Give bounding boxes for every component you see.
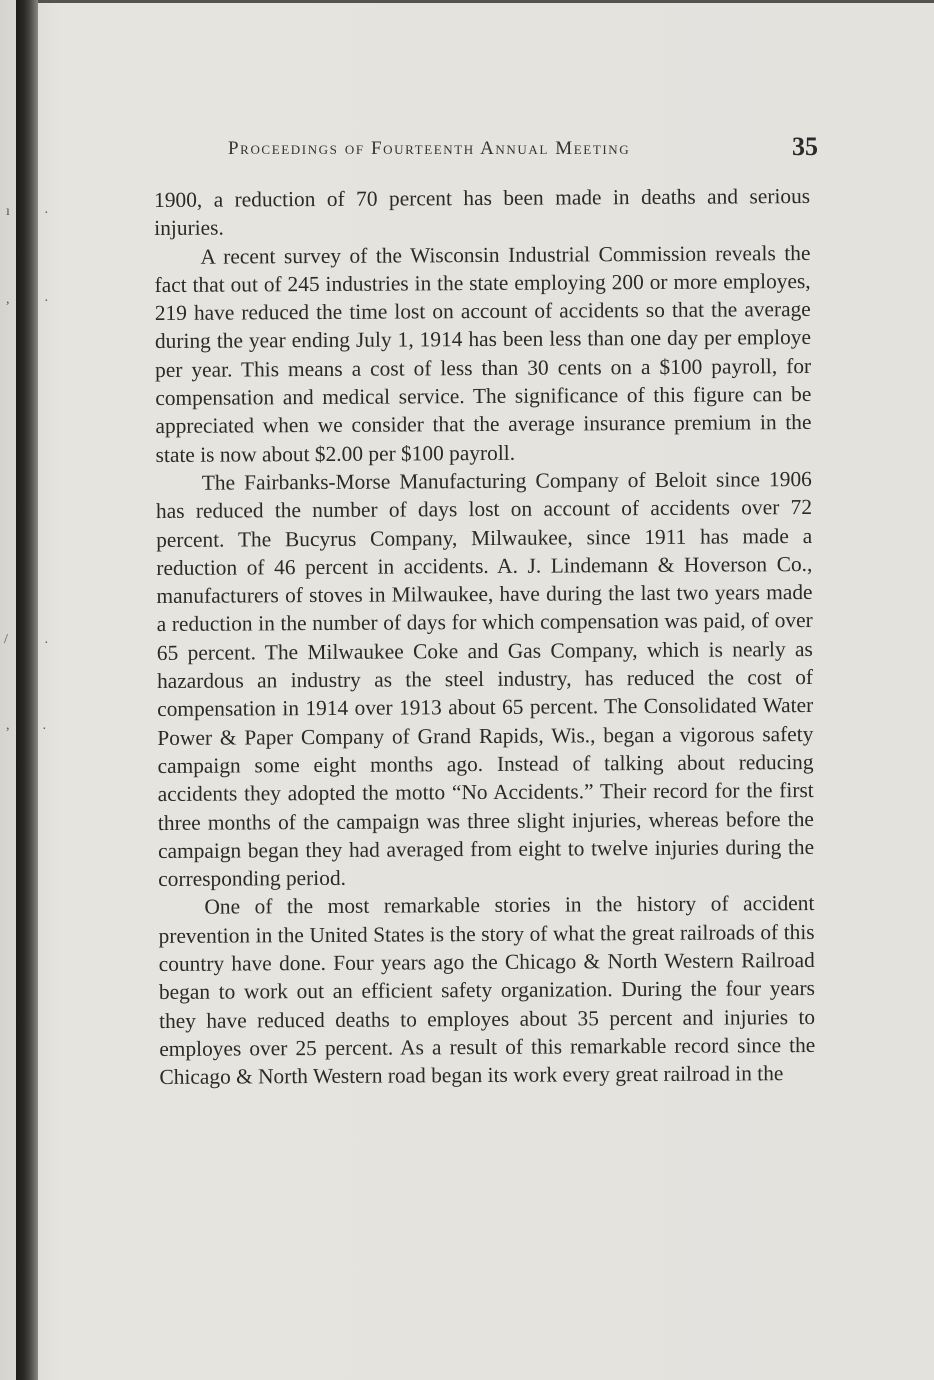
body-text	[154, 182, 816, 1091]
margin-mark: ı	[6, 204, 10, 219]
page-top-edge	[38, 0, 934, 3]
page-header	[228, 132, 818, 172]
paragraph: One of the most remarkable stories in the history of accident prevention in the United States is the story of what the great railroads of this country have done. Four years ago the Chicago & North Western Railroad began to work out an efficient safety organization. During the four years they have reduced deaths to employes about 35 percent and injuries to employes over 25 percent. As a result of this remarkable record since the Chicago & North Western road began its work every great railroad in the	[158, 891, 816, 1090]
page-number: 35	[792, 132, 818, 161]
margin-mark: ·	[44, 636, 49, 651]
margin-mark: ,	[6, 718, 10, 733]
margin-mark: ·	[44, 294, 49, 309]
book-binding-edge	[16, 0, 38, 1380]
paragraph: The Fairbanks-Morse Manufacturing Company of Beloit since 1906 has reduced the number of days lost on account of accidents over 72 percent. The Bucyrus Company, Milwaukee, since 1911 has made a reduction of 46 percent in accidents. A. J. Lindemann & Hoverson Co., manufacturers of stoves in Milwaukee, have during the last two years made a reduction in the number of days for which compensation was paid, of over 65 percent. The Milwaukee Coke and Gas Company, which is nearly as hazardous an industry as the steel industry, has reduced the cost of compensation in 1914 over 1913 about 65 percent. The Consolidated Water Power & Paper Company of Grand Rapids, Wis., began a vigorous safety campaign some eight months ago. Instead of talking about reducing accidents they adopted the motto “No Accidents.” Their record for the first three months of the campaign was three slight injuries, whereas before the campaign began they had averaged from eight to twelve injuries during the corresponding period.	[155, 466, 815, 892]
margin-mark: ,	[6, 292, 10, 307]
paragraph: A recent survey of the Wisconsin Industrial Commission reveals the fact that out of 245 industries in the state employing 200 or more employes, 219 have reduced the time lost on account of accidents so that the average during the year ending July 1, 1914 has been less than one day per employe per year. This means a cost of less than 30 cents on a $100 payroll, for compensation and medical service. The significance of this figure can be appreciated when we consider that the average insurance premium in the state is now about $2.00 per $100 payroll.	[154, 240, 812, 467]
running-head: Proceedings of Fourteenth Annual Meeting	[228, 138, 631, 159]
paragraph: 1900, a reduction of 70 percent has been made in deaths and serious injuries.	[154, 183, 811, 241]
margin-mark: ·	[44, 206, 49, 221]
margin-mark: ·	[42, 722, 47, 737]
margin-mark: /	[4, 632, 8, 647]
